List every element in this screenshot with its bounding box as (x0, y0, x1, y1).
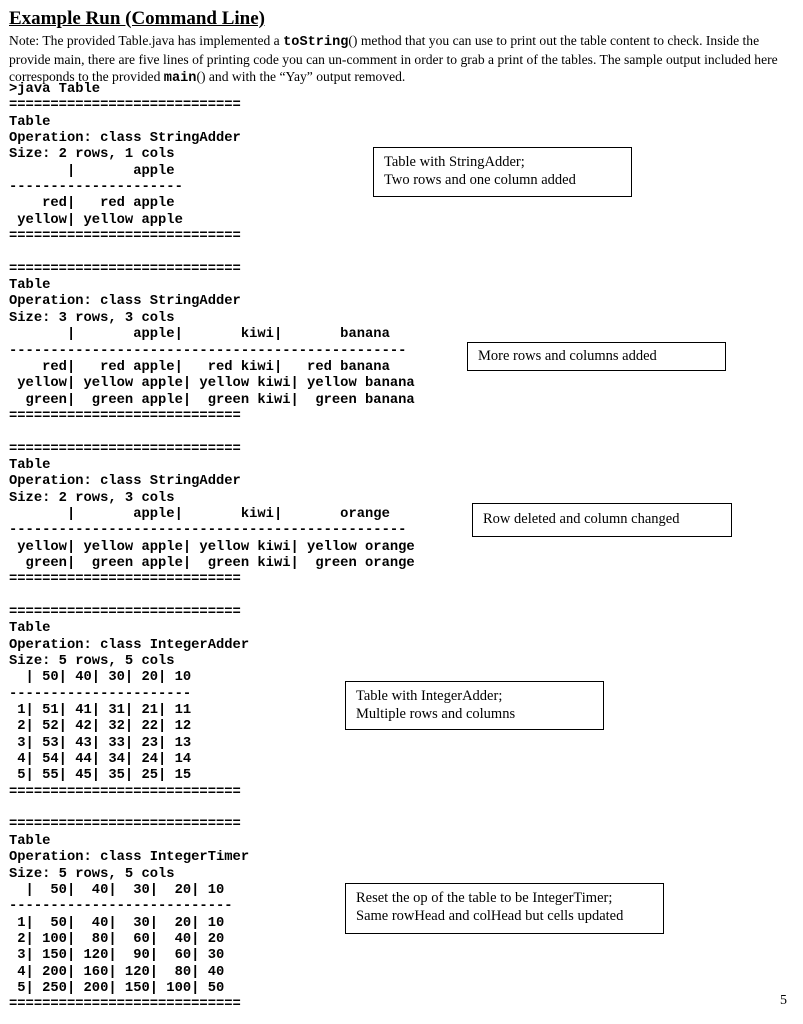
console-line: 4| 200| 160| 120| 80| 40 (9, 964, 225, 980)
console-line: --------------------------- (9, 899, 233, 915)
callout-stringadder-2x1 (373, 147, 632, 197)
console-line: green| green apple| green kiwi| green orange (9, 555, 415, 571)
console-line: Operation: class StringAdder (9, 294, 241, 310)
console-line: >java Table (9, 82, 101, 97)
note-text-1: Note: The provided Table.java has implemented a (9, 33, 284, 48)
console-line: ---------------------- (9, 686, 192, 702)
console-line: | apple| kiwi| orange (9, 506, 390, 522)
console-line: red| red apple (9, 196, 175, 212)
console-line: Table (9, 457, 51, 473)
console-line: ============================ (9, 261, 241, 277)
console-line: Operation: class StringAdder (9, 474, 241, 490)
console-line: 2| 52| 42| 32| 22| 12 (9, 719, 192, 735)
console-line: 4| 54| 44| 34| 24| 14 (9, 752, 192, 768)
console-line: 5| 250| 200| 150| 100| 50 (9, 980, 225, 996)
console-line: green| green apple| green kiwi| green banana (9, 392, 415, 408)
console-line: Operation: class IntegerTimer (9, 850, 250, 866)
console-line: | 50| 40| 30| 20| 10 (9, 670, 192, 686)
console-line: 1| 50| 40| 30| 20| 10 (9, 915, 225, 931)
console-line: Table (9, 278, 51, 294)
console-line: ============================ (9, 229, 241, 245)
console-line: | apple (9, 163, 175, 179)
console-line: yellow| yellow apple| yellow kiwi| yellow banana (9, 376, 415, 392)
callout-line: Table with IntegerAdder; (356, 688, 503, 704)
console-line: Size: 3 rows, 3 cols (9, 310, 175, 326)
note-main-name: main (163, 71, 197, 86)
note-text-2: () method that you can use to print out the table content to check. Inside the provide main, there are five lines of printing code you can un-comment in order to grab a print of the tables. The sample output included here corresponds to the provided (9, 33, 778, 84)
console-line: Size: 2 rows, 1 cols (9, 147, 175, 163)
console-line: yellow| yellow apple (9, 212, 183, 228)
console-line: ============================ (9, 98, 241, 114)
console-line: Operation: class StringAdder (9, 131, 241, 147)
note-method-name: toString (283, 35, 349, 50)
console-line: | 50| 40| 30| 20| 10 (9, 882, 225, 898)
console-line: 2| 100| 80| 60| 40| 20 (9, 931, 225, 947)
console-line: 3| 150| 120| 90| 60| 30 (9, 948, 225, 964)
console-line: --------------------- (9, 180, 183, 196)
console-line (9, 589, 415, 605)
intro-note (9, 32, 794, 87)
console-line (9, 425, 415, 441)
console-line: Table (9, 114, 51, 130)
console-line: ============================ (9, 441, 241, 457)
console-line: Table (9, 621, 51, 637)
console-line: ============================ (9, 784, 241, 800)
console-line: 3| 53| 43| 33| 23| 13 (9, 735, 192, 751)
console-line: 1| 51| 41| 31| 21| 11 (9, 703, 192, 719)
console-line: Table (9, 833, 51, 849)
callout-line: Multiple rows and columns (356, 706, 516, 722)
console-line: ============================ (9, 997, 241, 1013)
section-heading: Example Run (Command Line) (9, 8, 265, 29)
callout-line: Table with StringAdder; (384, 154, 525, 170)
console-line: red| red apple| red kiwi| red banana (9, 359, 390, 375)
console-line (9, 801, 415, 817)
console-line (9, 245, 415, 261)
callout-line: Same rowHead and colHead but cells updated (356, 908, 624, 924)
console-line: ============================ (9, 605, 241, 620)
console-output (9, 82, 415, 1014)
callout-line: Row deleted and column changed (483, 511, 680, 527)
console-line: ------------------------------------------------ (9, 523, 407, 539)
console-line: Size: 5 rows, 5 cols (9, 654, 175, 670)
console-line: yellow| yellow apple| yellow kiwi| yellow orange (9, 539, 415, 555)
callout-line: Reset the op of the table to be IntegerTimer; (356, 890, 613, 906)
callout-integeradder (345, 681, 604, 730)
callout-line: Two rows and one column added (384, 172, 576, 188)
callout-line: More rows and columns added (478, 348, 657, 364)
console-line: Operation: class IntegerAdder (9, 637, 250, 653)
console-line: ============================ (9, 572, 241, 588)
note-text-3: () and with the “Yay” output removed. (196, 69, 406, 84)
console-line: 5| 55| 45| 35| 25| 15 (9, 768, 192, 784)
console-line: Size: 2 rows, 3 cols (9, 490, 175, 506)
callout-row-deleted (472, 503, 732, 537)
callout-integertimer (345, 883, 664, 934)
console-line: | apple| kiwi| banana (9, 327, 390, 343)
page-number: 5 (780, 993, 787, 1008)
console-line: ============================ (9, 817, 241, 833)
console-line: ============================ (9, 408, 241, 424)
callout-stringadder-3x3 (467, 342, 726, 371)
console-line: ------------------------------------------------ (9, 343, 407, 359)
console-line: Size: 5 rows, 5 cols (9, 866, 175, 882)
